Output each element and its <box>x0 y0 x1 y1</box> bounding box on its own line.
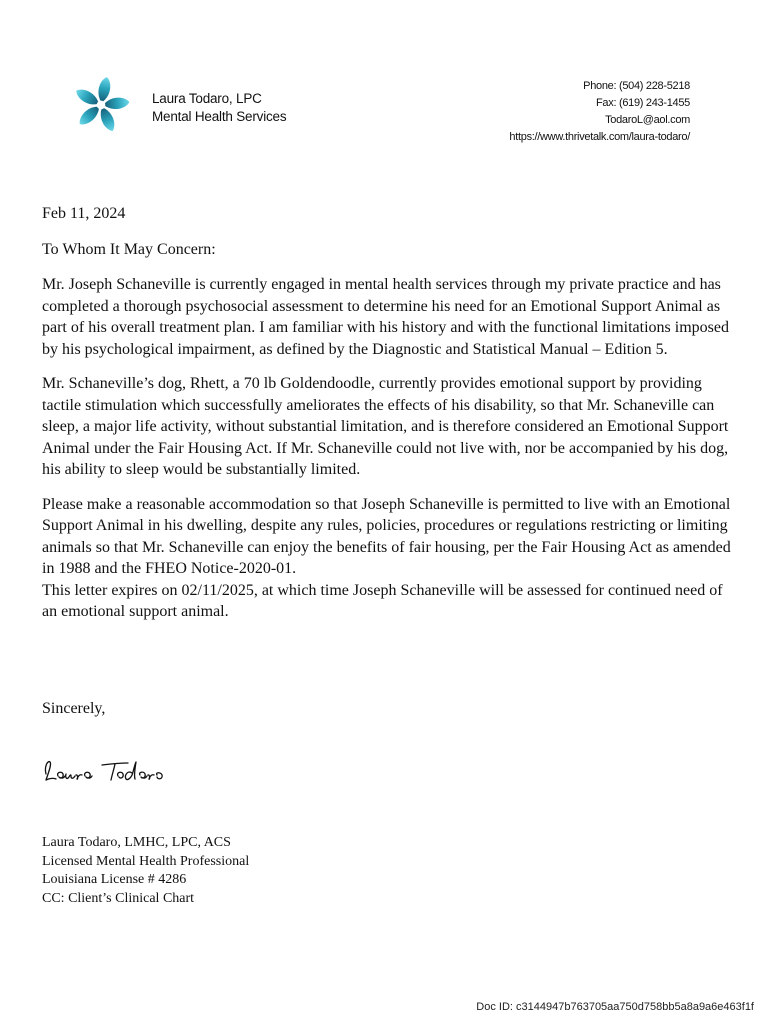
handwritten-signature <box>40 752 170 788</box>
paragraph-accommodation: Please make a reasonable accommodation so that Joseph Schaneville is permitted to live with an Emotional Support Animal in his dwelling, despite any rules, policies, procedures or regulations restricting or limiting animals so that Mr. Schaneville can enjoy the benefits of fair housing, per the Fair Housing Act as amended in 1988 and the FHEO Notice-2020-01. <box>42 495 731 577</box>
website-link[interactable]: https://www.thrivetalk.com/laura-todaro/ <box>509 131 690 143</box>
paragraph-expiry: This letter expires on 02/11/2025, at which time Joseph Schaneville will be assessed for continued need of an emotional support animal. <box>42 581 723 620</box>
teal-flower-logo-icon <box>70 72 132 138</box>
org-service-line: Mental Health Services <box>152 109 287 124</box>
cc-line: CC: Client’s Clinical Chart <box>42 890 195 906</box>
email-link[interactable]: TodaroL@aol.com <box>605 114 690 126</box>
paragraph-animal-support: Mr. Schaneville’s dog, Rhett, a 70 lb Goldendoodle, currently provides emotional support by providing tactile stimulation which successfully ameliorates the effects of his disability, so that Mr. Schaneville can sleep, a major life activity, without substantial limitation, and is therefore considered an Emotional Support Animal under the Fair Housing Act. If Mr. Schaneville could not live with, nor be accompanied by his dog, his ability to sleep would be substantially limited. <box>42 375 729 478</box>
closing: Sincerely, <box>42 700 106 717</box>
phone-text: Phone: (504) 228-5218 <box>583 80 690 92</box>
salutation: To Whom It May Concern: <box>42 240 216 258</box>
letter-body <box>42 203 732 623</box>
fax-text: Fax: (619) 243-1455 <box>596 97 690 109</box>
signer-name: Laura Todaro, LMHC, LPC, ACS <box>42 835 231 850</box>
org-name-line: Laura Todaro, LPC <box>152 91 262 106</box>
organization-name <box>152 90 286 126</box>
license-number: Louisiana License # 4286 <box>42 872 187 887</box>
letter-date: Feb 11, 2024 <box>42 205 126 222</box>
contact-info <box>509 78 690 146</box>
signer-title: Licensed Mental Health Professional <box>42 853 250 869</box>
signature-block <box>42 834 249 908</box>
paragraph-assessment: Mr. Joseph Schaneville is currently engaged in mental health services through my private practice and has completed a thorough psychosocial assessment to determine his need for an Emotional Support Animal as part of his overall treatment plan. I am familiar with his history and with the functional limitations imposed by his psychological impairment, as defined by the Diagnostic and Statistical Manual – Edition 5. <box>42 276 729 358</box>
doc-id: Doc ID: c3144947b763705aa750d758bb5a8a9a6e463f1f <box>476 1001 754 1013</box>
